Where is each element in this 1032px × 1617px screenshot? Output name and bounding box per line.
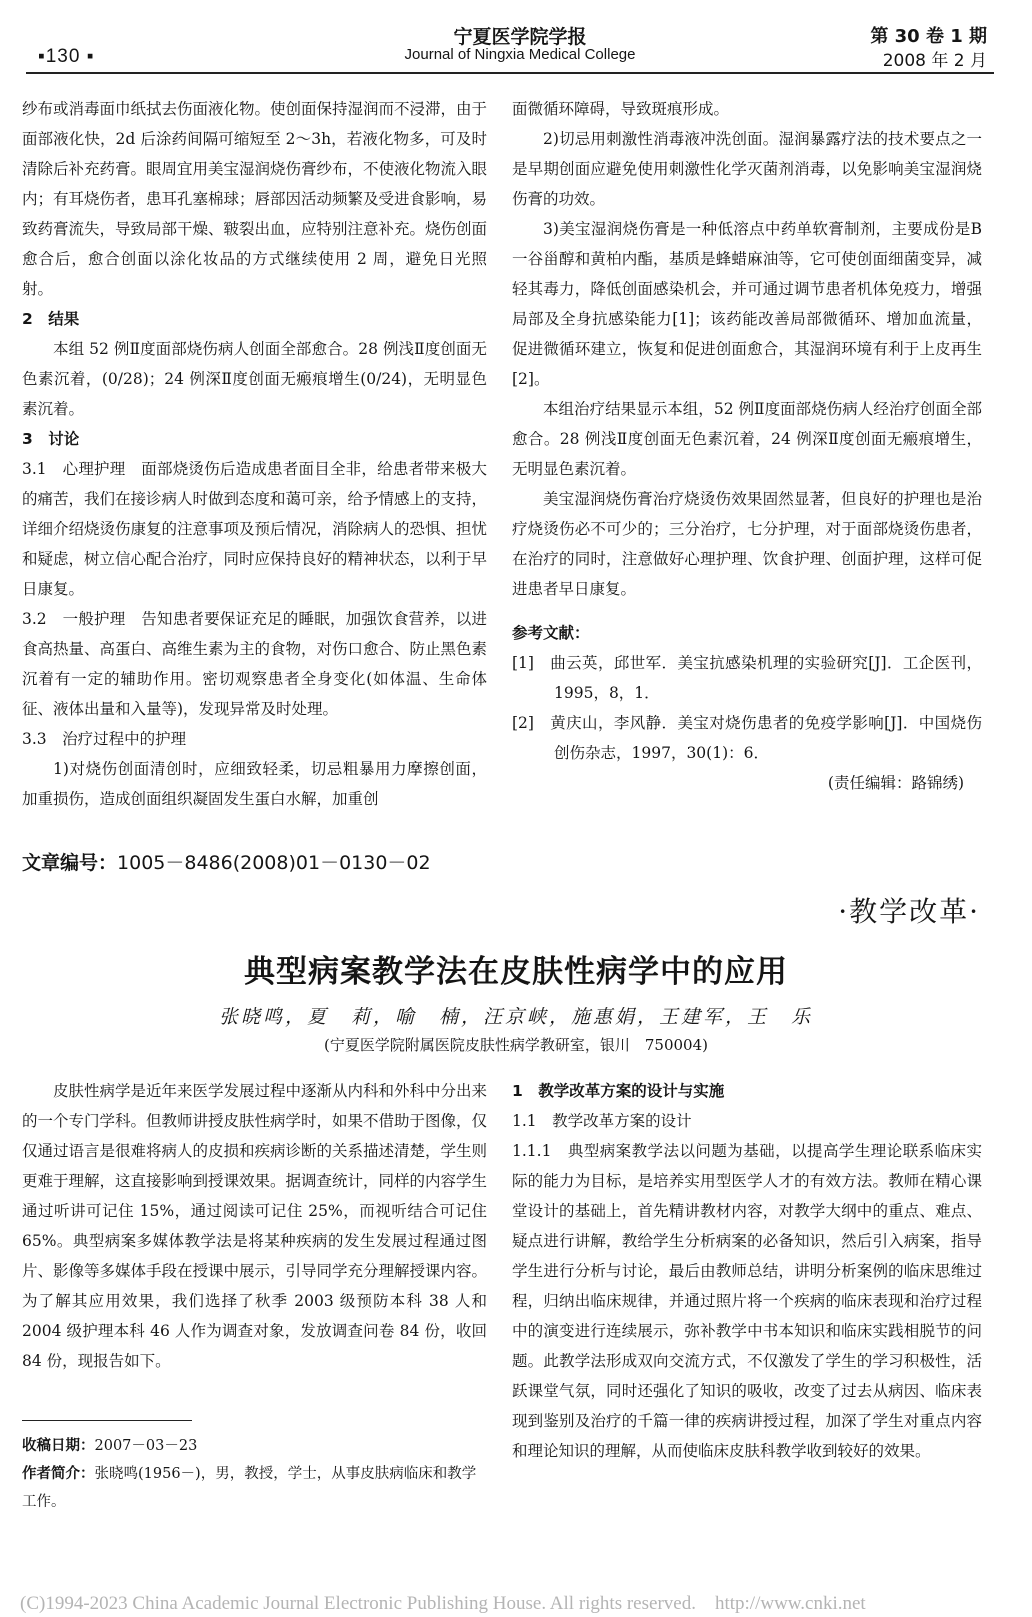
article-authors: 张晓鸣，夏 莉，喻 楠，汪京峡，施惠娟，王建军，王 乐 [218,1006,813,1028]
article-affiliation: (宁夏医学院附属医院皮肤性病学教研室，银川 750004) [324,1036,708,1054]
journal-title-en: Journal of Ningxia Medical College [404,46,636,63]
section-heading: 3 讨论 [22,430,80,448]
reference-item: [1] 曲云英，邱世军．美宝抗感染机理的实验研究[J]．工企医刊，1995，8，1． [512,654,982,702]
author-bio: 作者简介：张晓鸣(1956－)，男，教授，学士，从事皮肤病临床和教学工作。 [22,1465,477,1510]
received-date: 收稿日期：2007－03－23 [22,1437,198,1454]
footnote [22,1432,487,1516]
prev-article-right-column [512,94,982,798]
article-number-value: 1005－8486(2008)01－0130－02 [117,852,431,874]
editor-credit: (责任编辑：路锦绣) [827,774,964,792]
page-number: ▪130 ▪ [38,46,95,67]
reference-item: [2] 黄庆山，李风静．美宝对烧伤患者的免疫学影响[J]．中国烧伤创伤杂志，1997，30(1)：6． [512,714,982,762]
paragraph: 本组 52 例Ⅱ度面部烧伤病人创面全部愈合。28 例浅Ⅱ度创面无色素沉着，(0/28)；24 例深Ⅱ度创面无瘢痕增生(0/24)，无明显色素沉着。 [22,340,487,418]
article-right-column [512,1076,982,1466]
prev-article-left-column [22,94,487,814]
subsection-heading: 1.1 教学改革方案的设计 [512,1112,692,1130]
paragraph: 皮肤性病学是近年来医学发展过程中逐渐从内科和外科中分出来的一个专门学科。但教师讲授皮肤性病学时，如果不借助于图像，仅仅通过语言是很难将病人的皮损和疾病诊断的关系描述清楚，学生则更难于理解，这直接影响到授课效果。据调查统计，同样的内容学生通过听讲可记住 15%，通过阅读可记住 25%，而视听结合可记住 65%。典型病案多媒体教学法是将某种疾病的发生发展过程通过图片、影像等多媒体手段在授课中展示，引导同学充分理解授课内容。为了解其应用效果，我们选择了秋季 2003 级预防本科 38 人和 2004 级护理本科 46 人作为调查对象，发放调查问卷 84 份，收回 84 份，现报告如下。 [22,1082,488,1370]
paragraph: 本组治疗结果显示本组，52 例Ⅱ度面部烧伤病人经治疗创面全部愈合。28 例浅Ⅱ度创面无色素沉着，24 例深Ⅱ度创面无瘢痕增生，无明显色素沉着。 [512,400,982,478]
paragraph: 2)切忌用刺激性消毒液冲洗创面。湿润暴露疗法的技术要点之一是早期创面应避免使用刺激性化学灭菌剂消毒，以免影响美宝湿润烧伤膏的功效。 [512,130,982,208]
article-left-column [22,1076,487,1376]
paragraph: 1)对烧伤创面清创时，应细致轻柔，切忌粗暴用力摩擦创面，加重损伤，造成创面组织凝固发生蛋白水解，加重创 [22,760,487,808]
footnote-rule [22,1420,192,1421]
paragraph: 1.1.1 典型病案教学法以问题为基础，以提高学生理论联系临床实际的能力为目标，是培养实用型医学人才的有效方法。教师在精心课堂设计的基础上，首先精讲教材内容，对教学大纲中的重点、难点、疑点进行讲解，教给学生分析病案的必备知识，然后引入病案，指导学生进行分析与讨论，最后由教师总结，讲明分析案例的临床思维过程，归纳出临床规律，并通过照片将一个疾病的临床表现和治疗过程中的演变进行连续展示，弥补教学中书本知识和临床实践相脱节的问题。此教学法形成双向交流方式，不仅激发了学生的学习积极性，活跃课堂气氛，同时还强化了知识的吸收，改变了过去从病因、临床表现到鉴别及治疗的千篇一律的疾病讲授过程，加深了学生对重点内容和理论知识的理解，从而使临床皮肤科教学收到较好的效果。 [512,1142,982,1460]
header-rule [26,72,994,74]
journal-title-cn: 宁夏医学院学报 [453,26,587,48]
article-number-label: 文章编号： [22,852,118,874]
paragraph: 纱布或消毒面巾纸拭去伤面液化物。使创面保持湿润而不浸滞，由于面部液化快，2d 后涂药间隔可缩短至 2～3h，若液化物多，可及时清除后补充药膏。眼周宜用美宝湿润烧伤膏纱布，不使液化物流入眼内；有耳烧伤者，患耳孔塞棉球；唇部因活动频繁及受进食影响，易致药膏流失，导致局部干燥、皲裂出血，应特别注意补充。烧伤创面愈合后，愈合创面以涂化妆品的方式继续使用 2 周，避免日光照射。 [22,100,488,298]
journal-date: 2008 年 2 月 [882,51,987,71]
section-label: ·教学改革· [838,895,980,928]
paragraph: 3.2 一般护理 告知患者要保证充足的睡眠，加强饮食营养，以进食高热量、高蛋白、高维生素为主的食物，对伤口愈合、防止黑色素沉着有一定的辅助作用。密切观察患者全身变化(如体温、生命体征、液体出量和入量等)，发现异常及时处理。 [22,610,488,718]
subsection-heading: 3.3 治疗过程中的护理 [22,730,187,748]
article-number [22,848,431,875]
journal-volume: 第 30 卷 1 期 [870,26,987,47]
section-heading: 2 结果 [22,310,80,328]
paragraph: 美宝湿润烧伤膏治疗烧烫伤效果固然显著，但良好的护理也是治疗烧烫伤必不可少的；三分治疗，七分护理，对于面部烧烫伤患者，在治疗的同时，注意做好心理护理、饮食护理、创面护理，这样可促进患者早日康复。 [512,490,982,598]
references-heading: 参考文献： [512,624,590,642]
paragraph: 面微循环障碍，导致斑痕形成。 [512,100,730,118]
paragraph: 3.1 心理护理 面部烧烫伤后造成患者面目全非，给患者带来极大的痛苦，我们在接诊病人时做到态度和蔼可亲，给予情感上的支持，详细介绍烧烫伤康复的注意事项及预后情况，消除病人的恐惧、担忧和疑虑，树立信心配合治疗，同时应保持良好的精神状态，以利于早日康复。 [22,460,488,598]
copyright-watermark: (C)1994-2023 China Academic Journal Electronic Publishing House. All rights reserved. http://www.cnki.net [20,1593,866,1614]
paragraph: 3)美宝湿润烧伤膏是一种低溶点中药单软膏制剂，主要成份是B一谷甾醇和黄柏内酯，基质是蜂蜡麻油等，它可使创面细菌变异，减轻其毒力，降低创面感染机会，并可通过调节患者机体免疫力，增强局部及全身抗感染能力[1]；该药能改善局部微循环、增加血流量，促进微循环建立，恢复和促进创面愈合，其湿润环境有利于上皮再生[2]。 [512,220,982,388]
article-title: 典型病案教学法在皮肤性病学中的应用 [244,954,788,990]
section-heading: 1 教学改革方案的设计与实施 [512,1082,725,1100]
